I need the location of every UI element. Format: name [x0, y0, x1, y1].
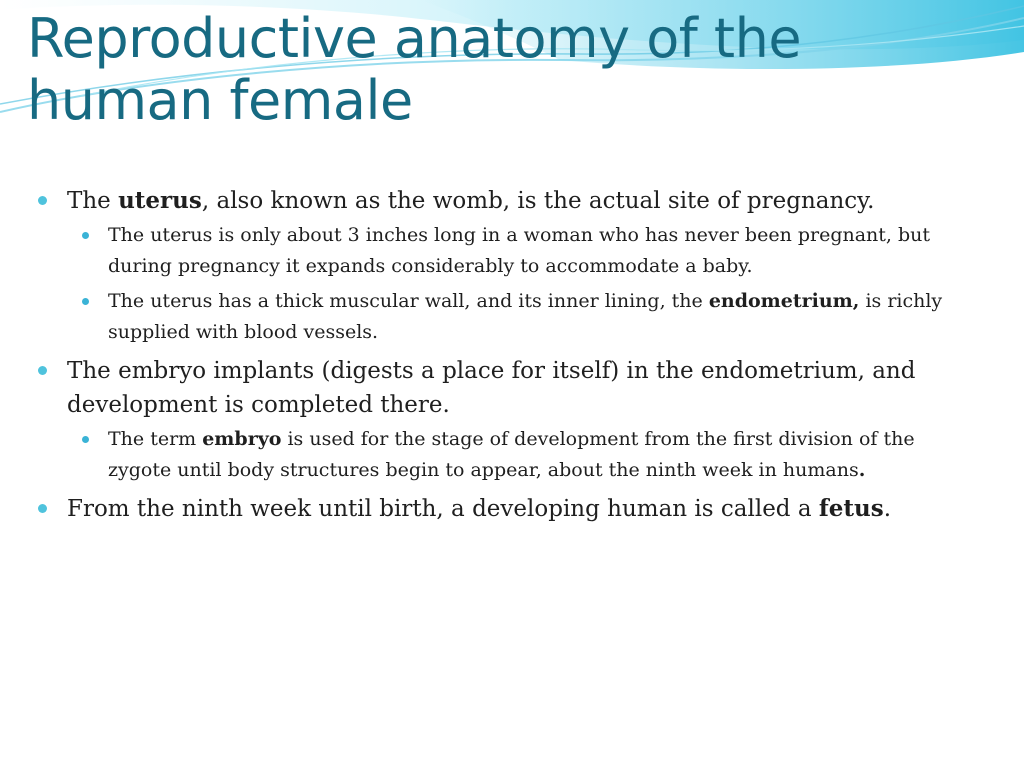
bullet-dot-icon — [82, 232, 89, 239]
sub-bullet-text: is richly supplied with blood vessels. — [108, 290, 943, 343]
bullet-dot-icon — [82, 436, 89, 443]
sub-bullet-text: The uterus has a thick muscular wall, and its inner lining, the — [108, 290, 709, 312]
bullet-dot-icon — [38, 196, 47, 205]
bullet-dot-icon — [82, 298, 89, 305]
sub-bullet-uterus-wall — [67, 286, 976, 348]
bullet-text: The — [67, 188, 119, 214]
sub-bullet-embryo-term — [67, 424, 976, 486]
bullet-dot-icon — [38, 366, 47, 375]
slide-title — [27, 8, 987, 132]
title-line-2: human female — [27, 69, 413, 132]
bullet-list — [36, 184, 976, 530]
sub-bullet-text: The term — [108, 428, 203, 450]
bullet-dot-icon — [38, 504, 47, 513]
bullet-item-fetus — [36, 492, 976, 526]
sub-bullet-list — [67, 424, 976, 486]
bullet-text: , also known as the womb, is the actual site of pregnancy. — [201, 188, 875, 214]
bold-term-fetus: fetus — [818, 495, 884, 522]
bold-term-embryo: embryo — [202, 428, 282, 450]
bold-term-endometrium: endometrium, — [708, 290, 860, 312]
bullet-item-uterus — [36, 184, 976, 348]
bullet-text: . — [883, 496, 891, 522]
bullet-text: The embryo implants (digests a place for itself) in the endometrium, and development is completed there. — [67, 358, 916, 418]
bold-period: . — [858, 459, 866, 481]
sub-bullet-text: The uterus is only about 3 inches long in a woman who has never been pregnant, but during pregnancy it expands considerably to accommodate a baby. — [108, 224, 931, 277]
sub-bullet-list — [67, 220, 976, 348]
bullet-item-embryo-implants — [36, 354, 976, 486]
sub-bullet-text: is used for the stage of development from the first division of the zygote until body structures begin to appear, about the ninth week in humans — [108, 428, 915, 481]
bullet-text: From the ninth week until birth, a developing human is called a — [67, 496, 819, 522]
bold-term-uterus: uterus — [118, 187, 202, 214]
sub-bullet-uterus-size — [67, 220, 976, 282]
title-line-1: Reproductive anatomy of the — [27, 7, 802, 70]
